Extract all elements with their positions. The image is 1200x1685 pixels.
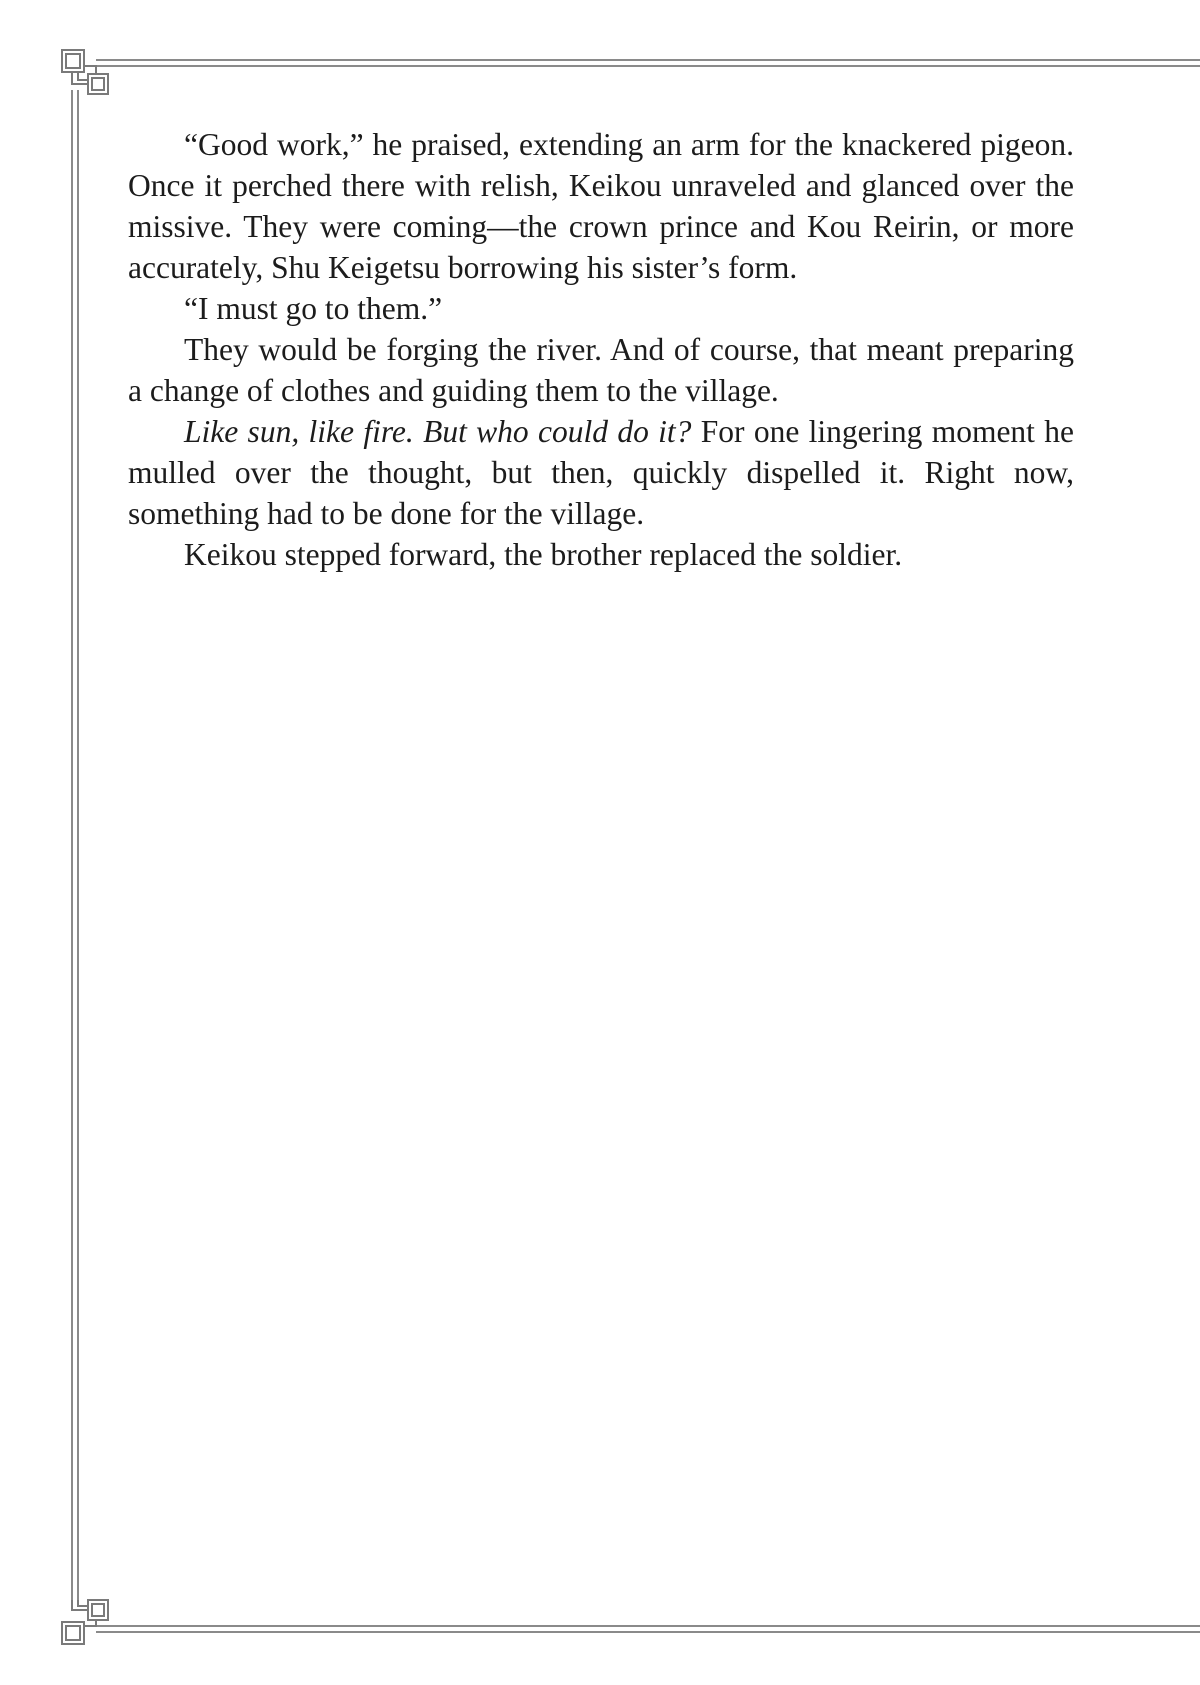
corner-ornament-top-left: [62, 50, 108, 94]
paragraph: [128, 329, 1074, 411]
paragraph-text: “Good work,” he praised, extending an arm for the knackered pigeon. Once it perched there with relish, Keikou unraveled and glanced over the missive. They were coming—the crown prince and Kou Reirin, or more accurately, Shu Keigetsu borrowing his sister’s form.: [128, 127, 1074, 285]
paragraph: [128, 411, 1074, 534]
paragraph: [128, 288, 1074, 329]
italic-thought-text: Like sun, like fire. But who could do it?: [184, 414, 692, 449]
paragraph-text: Keikou stepped forward, the brother replaced the soldier.: [184, 537, 903, 572]
paragraph-text: They would be forging the river. And of course, that meant preparing a change of clothes and guiding them to the village.: [128, 332, 1074, 408]
paragraph-text: For one lingering moment he mulled over the thought, but then, quickly dispelled it. Right now, something had to be done for the village.: [128, 414, 1074, 531]
paragraph: [128, 124, 1074, 288]
corner-ornament-bottom-left: [62, 1600, 108, 1644]
story-text: [128, 124, 1074, 575]
paragraph: [128, 534, 1074, 575]
dialogue-text: “I must go to them.”: [184, 291, 443, 326]
